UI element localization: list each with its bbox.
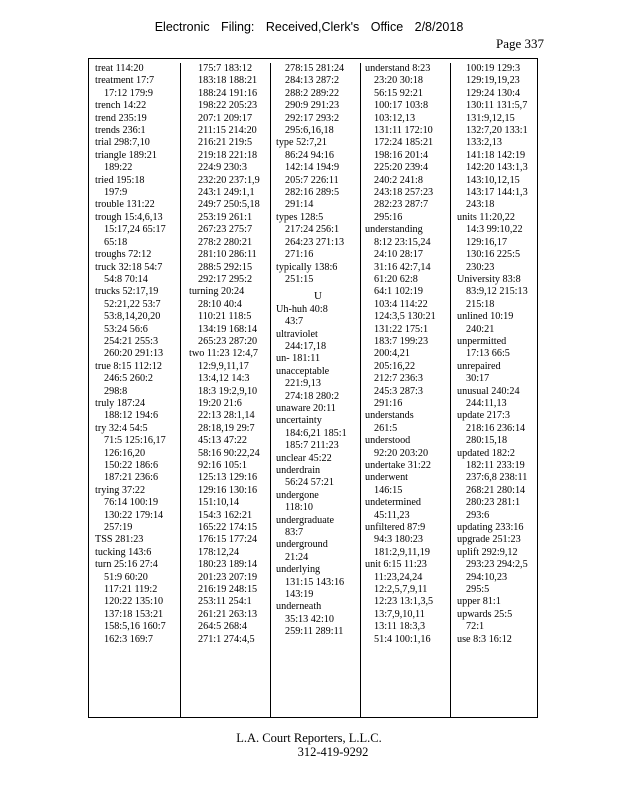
index-entry-continuation: 211:15 214:20 <box>198 125 257 137</box>
index-entry: unfiltered 87:9 <box>365 522 426 534</box>
index-entry: tucking 143:6 <box>95 546 152 558</box>
index-entry: trends 236:1 <box>95 125 146 137</box>
index-entry-continuation: 30:17 <box>466 373 490 385</box>
index-entry-continuation: 100:17 103:8 <box>374 100 429 112</box>
index-entry-continuation: 219:18 221:18 <box>198 149 258 161</box>
index-entry-continuation: 240:21 <box>466 323 495 335</box>
index-entry-continuation: 293:23 294:2,5 <box>466 559 528 571</box>
index-entry-continuation: 292:17 295:2 <box>198 273 253 285</box>
index-entry-continuation: 271:16 <box>285 249 314 261</box>
index-entry-continuation: 181:2,9,11,19 <box>374 546 430 558</box>
index-entry: University 83:8 <box>457 273 521 285</box>
index-entry: true 8:15 112:12 <box>95 360 162 372</box>
index-entry-continuation: 143:19 <box>285 589 314 601</box>
index-entry: turn 25:16 27:4 <box>95 559 158 571</box>
index-entry: updating 233:16 <box>457 522 524 534</box>
index-entry: trench 14:22 <box>95 100 147 112</box>
index-entry-continuation: 288:2 289:22 <box>285 87 340 99</box>
footer <box>0 731 618 759</box>
index-entry: trial 298:7,10 <box>95 137 150 149</box>
index-entry-continuation: 133:2,13 <box>466 137 502 149</box>
index-entry-continuation: 188:12 194:6 <box>104 410 159 422</box>
index-entry-continuation: 21:24 <box>285 551 309 563</box>
index-column-3 <box>271 63 361 717</box>
index-entry-continuation: 110:21 118:5 <box>198 311 252 323</box>
index-entry-continuation: 124:3,5 130:21 <box>374 311 436 323</box>
index-entry: un- 181:11 <box>276 353 321 365</box>
index-entry: uplift 292:9,12 <box>457 546 518 558</box>
index-entry-continuation: 142:20 143:1,3 <box>466 162 528 174</box>
index-entry-continuation: 131:9,12,15 <box>466 112 515 124</box>
index-entry-continuation: 45:11,23 <box>374 509 410 521</box>
index-entry-continuation: 264:5 268:4 <box>198 621 247 633</box>
index-entry-continuation: 284:13 287:2 <box>285 75 340 87</box>
index-entry-continuation: 22:13 28:1,14 <box>198 410 255 422</box>
index-entry-continuation: 185:7 211:23 <box>285 440 339 452</box>
index-entry-continuation: 224:9 230:3 <box>198 162 247 174</box>
index-entry-continuation: 158:5,16 160:7 <box>104 621 166 633</box>
index-entry-continuation: 18:3 19:2,9,10 <box>198 385 258 397</box>
index-entry: types 128:5 <box>276 211 324 223</box>
index-entry-continuation: 288:5 292:15 <box>198 261 253 273</box>
index-entry-continuation: 237:6,8 238:11 <box>466 472 528 484</box>
filing-header: Electronic Filing: Received,Clerk's Office 2/8/2018 <box>154 20 464 34</box>
index-entry-continuation: 137:18 153:21 <box>104 608 164 620</box>
index-entry: TSS 281:23 <box>95 534 144 546</box>
index-entry-continuation: 267:23 275:7 <box>198 224 253 236</box>
index-entry-continuation: 216:19 248:15 <box>198 584 258 596</box>
index-entry: upwards 25:5 <box>457 608 513 620</box>
index-entry-continuation: 244:17,18 <box>285 340 327 352</box>
index-entry-continuation: 43:7 <box>285 316 304 328</box>
index-entry: treat 114:20 <box>95 63 144 74</box>
index-entry-continuation: 94:3 180:23 <box>374 534 423 546</box>
index-column-5 <box>451 63 539 717</box>
index-entry-continuation: 56:24 57:21 <box>285 477 334 489</box>
index-entry: unlined 10:19 <box>457 311 514 323</box>
index-column-1 <box>89 63 181 717</box>
index-entry: underneath <box>276 601 322 613</box>
index-entry-continuation: 295:16 <box>374 211 403 223</box>
index-entry-continuation: 151:10,14 <box>198 497 240 509</box>
index-entry-continuation: 295:6,16,18 <box>285 125 334 137</box>
index-entry-continuation: 291:16 <box>374 397 403 409</box>
index-entry-continuation: 65:18 <box>104 236 128 248</box>
index-entry: understands <box>365 410 414 422</box>
index-entry-continuation: 291:14 <box>285 199 314 211</box>
index-entry-continuation: 268:21 280:14 <box>466 484 526 496</box>
index-entry-continuation: 72:1 <box>466 621 485 633</box>
index-entry-continuation: 8:12 23:15,24 <box>374 236 431 248</box>
index-entry-continuation: 207:1 209:17 <box>198 112 253 124</box>
index-entry-continuation: 187:21 236:6 <box>104 472 159 484</box>
index-entry: understanding <box>365 224 423 236</box>
index-entry: upper 81:1 <box>457 596 501 608</box>
index-entry: underdrain <box>276 465 321 476</box>
index-entry: unacceptable <box>276 365 330 377</box>
index-entry: updated 182:2 <box>457 447 516 459</box>
index-entry-continuation: 261:21 263:13 <box>198 608 258 620</box>
index-entry-continuation: 249:7 250:5,18 <box>198 199 260 211</box>
index-entry-continuation: 103:4 114:22 <box>374 298 428 310</box>
index-entry-continuation: 254:21 255:3 <box>104 335 159 347</box>
index-entry: use 8:3 16:12 <box>457 633 512 645</box>
index-entry-continuation: 198:22 205:23 <box>198 100 258 112</box>
index-entry: Uh-huh 40:8 <box>276 303 328 315</box>
index-entry-continuation: 274:18 280:2 <box>285 390 340 402</box>
index-entry: understood <box>365 435 411 447</box>
index-entry-continuation: 17:12 179:9 <box>104 87 153 99</box>
index-entry-continuation: 15:17,24 65:17 <box>104 224 166 236</box>
index-entry-continuation: 205:7 226:11 <box>285 174 339 186</box>
index-entry-continuation: 244:11,13 <box>466 397 507 409</box>
index-entry-continuation: 295:5 <box>466 584 490 596</box>
reporter-phone: 312-419-9292 <box>297 745 369 759</box>
index-entry-continuation: 129:16,17 <box>466 236 508 248</box>
index-entry-continuation: 215:18 <box>466 298 495 310</box>
index-entry-continuation: 212:7 236:3 <box>374 373 423 385</box>
index-entry-continuation: 28:10 40:4 <box>198 298 242 310</box>
index-entry-continuation: 176:15 177:24 <box>198 534 258 546</box>
index-entry-continuation: 257:19 <box>104 522 133 534</box>
index-entry-continuation: 221:9,13 <box>285 378 321 390</box>
index-entry-continuation: 290:9 291:23 <box>285 100 340 112</box>
index-entry: unaware 20:11 <box>276 402 336 414</box>
index-entry-continuation: 243:18 <box>466 199 495 211</box>
index-entry: uncertainty <box>276 415 322 427</box>
index-entry-continuation: 31:16 42:7,14 <box>374 261 431 273</box>
index-entry-continuation: 53:24 56:6 <box>104 323 148 335</box>
index-entry: trough 15:4,6,13 <box>95 211 163 223</box>
index-entry-continuation: 118:10 <box>285 502 313 514</box>
index-entry-continuation: 132:7,20 133:1 <box>466 125 528 137</box>
index-entry: trucks 52:17,19 <box>95 286 159 298</box>
index-entry-continuation: 45:13 47:22 <box>198 435 247 447</box>
index-entry-continuation: 175:7 183:12 <box>198 63 253 74</box>
index-entry-continuation: 259:11 289:11 <box>285 626 344 638</box>
index-entry: unpermitted <box>457 335 507 347</box>
index-entry-continuation: 246:5 260:2 <box>104 373 153 385</box>
index-entry-continuation: 134:19 168:14 <box>198 323 258 335</box>
index-entry-continuation: 165:22 174:15 <box>198 522 258 534</box>
index-entry: unrepaired <box>457 360 501 372</box>
index-entry-continuation: 188:24 191:16 <box>198 87 258 99</box>
index-entry: two 11:23 12:4,7 <box>189 348 258 360</box>
index-entry-continuation: 154:3 162:21 <box>198 509 253 521</box>
index-entry: underwent <box>365 472 408 484</box>
index-entry-continuation: 150:22 186:6 <box>104 460 159 471</box>
index-entry-continuation: 130:16 225:5 <box>466 249 521 261</box>
index-entry: trying 37:22 <box>95 484 146 496</box>
index-entry-continuation: 83:9,12 215:13 <box>466 286 528 298</box>
index-entry-continuation: 129:24 130:4 <box>466 87 521 99</box>
index-entry-continuation: 129:16 130:16 <box>198 484 258 496</box>
index-entry-continuation: 189:22 <box>104 162 133 174</box>
index-entry-continuation: 280:15,18 <box>466 435 508 447</box>
index-entry: unclear 45:22 <box>276 452 332 464</box>
index-entry-continuation: 278:2 280:21 <box>198 236 253 248</box>
index-entry-continuation: 205:16,22 <box>374 360 416 372</box>
index-entry-continuation: 225:20 239:4 <box>374 162 429 174</box>
index-entry-continuation: 131:15 143:16 <box>285 576 345 588</box>
index-entry-continuation: 230:23 <box>466 261 495 273</box>
index-entry: update 217:3 <box>457 410 510 422</box>
index-column-4 <box>361 63 451 717</box>
index-entry-continuation: 13:4,12 14:3 <box>198 373 250 385</box>
index-entry-continuation: 92:20 203:20 <box>374 447 429 459</box>
reporter-name: L.A. Court Reporters, L.L.C. <box>236 731 382 745</box>
index-entry: typically 138:6 <box>276 261 338 273</box>
index-entry: treatment 17:7 <box>95 75 155 87</box>
index-entry-continuation: 172:24 185:21 <box>374 137 434 149</box>
index-entry-continuation: 125:13 129:16 <box>198 472 258 484</box>
index-entry-continuation: 130:11 131:5,7 <box>466 100 528 112</box>
index-entry: upgrade 251:23 <box>457 534 521 546</box>
index-entry-continuation: 162:3 169:7 <box>104 633 153 645</box>
index-entry: understand 8:23 <box>365 63 431 74</box>
index-entry-continuation: 184:6,21 185:1 <box>285 427 347 439</box>
index-entry-continuation: 117:21 119:2 <box>104 584 158 596</box>
index-entry-continuation: 129:19,19,23 <box>466 75 520 87</box>
index-entry-continuation: 51:9 60:20 <box>104 571 148 583</box>
index-entry-continuation: 14:3 99:10,22 <box>466 224 523 236</box>
index-entry-continuation: 271:1 274:4,5 <box>198 633 255 645</box>
index-entry-continuation: 126:16,20 <box>104 447 146 459</box>
index-entry-continuation: 217:24 256:1 <box>285 224 340 236</box>
index-entry-continuation: 13:11 18:3,3 <box>374 621 426 633</box>
index-entry-continuation: 197:9 <box>104 187 128 199</box>
index-entry-continuation: 12:23 13:1,3,5 <box>374 596 434 608</box>
index-entry-continuation: 54:8 70:14 <box>104 273 148 285</box>
index-entry-continuation: 282:16 289:5 <box>285 187 340 199</box>
index-entry-continuation: 53:8,14,20,20 <box>104 311 161 323</box>
index-entry-continuation: 120:22 135:10 <box>104 596 164 608</box>
index-entry-continuation: 13:7,9,10,11 <box>374 608 425 620</box>
index-entry-continuation: 200:4,21 <box>374 348 410 360</box>
index-entry-continuation: 264:23 271:13 <box>285 236 345 248</box>
index-entry: truck 32:18 54:7 <box>95 261 163 273</box>
index-entry-continuation: 142:14 194:9 <box>285 162 340 174</box>
index-entry-continuation: 243:18 257:23 <box>374 187 434 199</box>
index-entry-continuation: 28:18,19 29:7 <box>198 422 255 434</box>
index-entry: try 32:4 54:5 <box>95 422 148 434</box>
index-entry: underlying <box>276 564 321 576</box>
section-letter: U <box>314 290 322 303</box>
index-entry-continuation: 281:10 286:11 <box>198 249 257 261</box>
index-entry-continuation: 86:24 94:16 <box>285 149 334 161</box>
index-entry-continuation: 282:23 287:7 <box>374 199 429 211</box>
index-entry-continuation: 51:4 100:1,16 <box>374 633 431 645</box>
index-entry-continuation: 198:16 201:4 <box>374 149 429 161</box>
index-column-2 <box>181 63 271 717</box>
index-entry-continuation: 293:6 <box>466 509 490 521</box>
index-entry-continuation: 261:5 <box>374 422 398 434</box>
index-entry-continuation: 294:10,23 <box>466 571 508 583</box>
index-entry-continuation: 76:14 100:19 <box>104 497 159 509</box>
index-entry-continuation: 182:11 233:19 <box>466 460 525 471</box>
index-entry-continuation: 260:20 291:13 <box>104 348 164 360</box>
index-entry-continuation: 12:2,5,7,9,11 <box>374 584 428 596</box>
index-entry-continuation: 35:13 42:10 <box>285 613 334 625</box>
index-entry-continuation: 245:3 287:3 <box>374 385 423 397</box>
index-entry-continuation: 143:10,12,15 <box>466 174 520 186</box>
index-entry-continuation: 56:15 92:21 <box>374 87 423 99</box>
index-entry-continuation: 183:7 199:23 <box>374 335 429 347</box>
index-entry-continuation: 180:23 189:14 <box>198 559 258 571</box>
index-entry-continuation: 232:20 237:1,9 <box>198 174 260 186</box>
index-entry-continuation: 292:17 293:2 <box>285 112 340 124</box>
index-entry: troughs 72:12 <box>95 249 152 261</box>
index-entry-continuation: 183:18 188:21 <box>198 75 258 87</box>
index-entry: ultraviolet <box>276 328 318 340</box>
index-entry: turning 20:24 <box>189 286 245 298</box>
index-entry: undetermined <box>365 497 422 509</box>
index-entry: undertake 31:22 <box>365 460 431 471</box>
index-entry-continuation: 146:15 <box>374 484 403 496</box>
index-entry-continuation: 12:9,9,11,17 <box>198 360 249 372</box>
index-entry-continuation: 253:11 254:1 <box>198 596 252 608</box>
index-entry-continuation: 216:21 219:5 <box>198 137 253 149</box>
index-entry: undergraduate <box>276 514 335 526</box>
index-entry: type 52:7,21 <box>276 137 327 149</box>
index-entry-continuation: 253:19 261:1 <box>198 211 253 223</box>
index-entry-continuation: 251:15 <box>285 273 314 285</box>
index-entry-continuation: 278:15 281:24 <box>285 63 345 74</box>
index-entry-continuation: 298:8 <box>104 385 128 397</box>
index-entry: tried 195:18 <box>95 174 145 186</box>
index-entry-continuation: 131:22 175:1 <box>374 323 429 335</box>
index-entry: units 11:20,22 <box>457 211 515 223</box>
index-entry-continuation: 218:16 236:14 <box>466 422 526 434</box>
index-entry-continuation: 240:2 241:8 <box>374 174 423 186</box>
index-entry: triangle 189:21 <box>95 149 157 161</box>
index-entry: unit 6:15 11:23 <box>365 559 427 571</box>
index-entry-continuation: 83:7 <box>285 527 304 539</box>
index-entry-continuation: 58:16 90:22,24 <box>198 447 260 459</box>
index-entry: trouble 131:22 <box>95 199 155 211</box>
index-entry-continuation: 100:19 129:3 <box>466 63 521 74</box>
index-entry-continuation: 141:18 142:19 <box>466 149 526 161</box>
index-entry-continuation: 71:5 125:16,17 <box>104 435 166 447</box>
index-entry-continuation: 201:23 207:19 <box>198 571 258 583</box>
index-entry-continuation: 11:23,24,24 <box>374 571 423 583</box>
index-entry-continuation: 23:20 30:18 <box>374 75 423 87</box>
index-entry-continuation: 24:10 28:17 <box>374 249 423 261</box>
index-entry-continuation: 243:1 249:1,1 <box>198 187 255 199</box>
index-entry-continuation: 131:11 172:10 <box>374 125 433 137</box>
index-entry: trend 235:19 <box>95 112 147 124</box>
index-entry: undergone <box>276 489 319 501</box>
index-entry-continuation: 52:21,22 53:7 <box>104 298 161 310</box>
index-entry-continuation: 103:12,13 <box>374 112 416 124</box>
index-entry-continuation: 143:17 144:1,3 <box>466 187 528 199</box>
index-entry-continuation: 64:1 102:19 <box>374 286 423 298</box>
index-entry: unusual 240:24 <box>457 385 520 397</box>
index-entry-continuation: 280:23 281:1 <box>466 497 521 509</box>
index-entry-continuation: 265:23 287:20 <box>198 335 258 347</box>
index-entry-continuation: 178:12,24 <box>198 546 240 558</box>
index-entry: truly 187:24 <box>95 397 146 409</box>
index-entry-continuation: 61:20 62:8 <box>374 273 418 285</box>
index-entry-continuation: 130:22 179:14 <box>104 509 164 521</box>
index-entry-continuation: 92:16 105:1 <box>198 460 247 471</box>
index-entry: underground <box>276 539 328 551</box>
index-entry-continuation: 19:20 21:6 <box>198 397 242 409</box>
index-table <box>88 58 538 718</box>
page-number: Page 337 <box>496 36 545 51</box>
index-entry-continuation: 17:13 66:5 <box>466 348 510 360</box>
